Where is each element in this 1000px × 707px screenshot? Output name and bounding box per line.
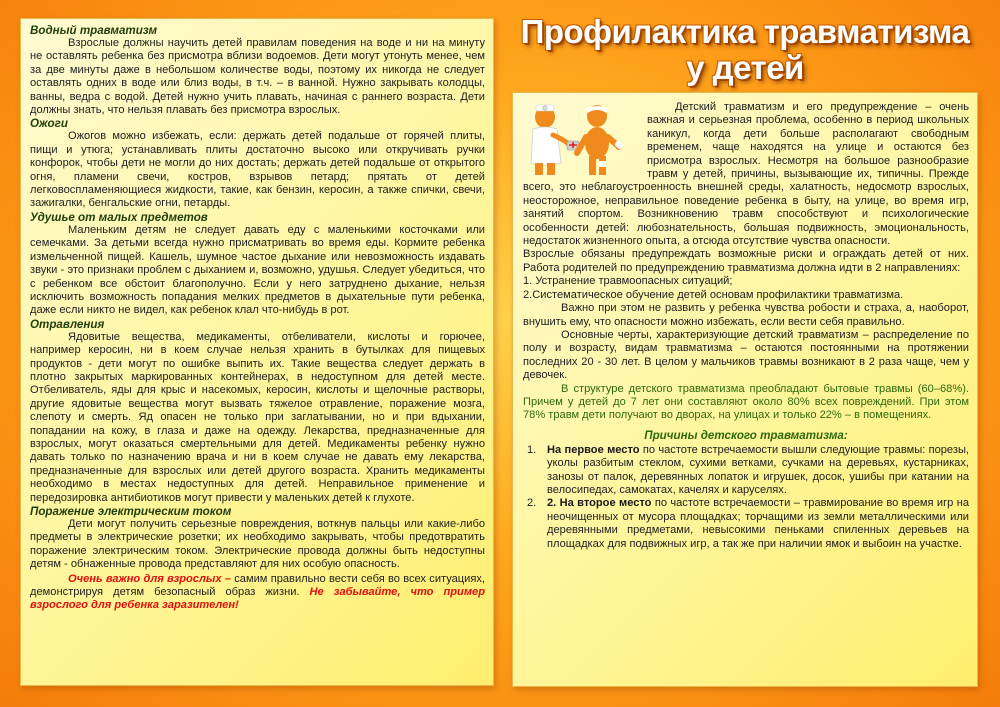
cause-text <box>547 444 969 498</box>
stats-text: В структуре детского травматизма преобладают бытовые травмы (60–68%). Причем у детей до 7 лет они составляют около 80% всех повреждений. При этом 78% травм дети получают во дворах, на улицах и только 22% – в помещениях. <box>523 382 969 422</box>
poisoning-heading: Отравления <box>30 317 105 331</box>
cause-number: 1. <box>527 443 537 456</box>
poisoning-text: Ядовитые вещества, медикаменты, отбеливатели, кислоты и горючее, например керосин, ни в коем случае нельзя хранить в бутылках для пищевых продуктов - дети могут по ошибке выпить их. Такие вещества следует держать в плотно закрытых маркированных контейнерах, в недоступном для детей месте. Отбеливатель, яды для крыс и насекомых, керосин, кислоты и щелочные растворы, другие ядовитые вещества могут вызвать тяжелое отравление, поражение мозга, слепоту и смерть. Яд опасен не только при заглатывании, но и при вдыхании, попадании на кожу, в глаза и даже на одежду. Лекарства, предназначенные для взрослых, могут оказаться смертельными для детей. Медикаменты ребенку нужно давать только по назначению врача и ни в коем случае не давать ему лекарства, предназначенные для взрослых или детей другого возраста. Хранить медикаменты необходимо в местах недоступных для детей. Неправильное применение и передозировка антибиотиков могут привести у маленьких детей к глухоте. <box>30 330 485 504</box>
direction-1: 1. Устранение травмоопасных ситуаций; <box>523 275 733 288</box>
cause-text <box>547 497 969 551</box>
closing-important: Очень важно для взрослых – <box>68 572 231 585</box>
burns-text: Ожогов можно избежать, если: держать детей подальше от горячей плиты, пищи и утюга; устанавливать плиты достаточно высоко или откручивать ручки конфорок, чтобы дети не могли до них достать; держать детей подальше от открытого огня, пламени свечи, костров, взрывов петард; прятать от детей легковоспламеняющиеся жидкости, такие, как бензин, керосин, а также спички, свечи, зажигалки, бенгальские огни, петарды. <box>30 130 485 210</box>
closing-ending: Не забывайте, что пример взрослого для ребенка заразителен! <box>30 586 485 612</box>
causes-heading: Причины детского травматизма: <box>644 428 848 442</box>
intro-text: Детский травматизм и его предупреждение – очень важная и серьезная проблема, особенно в период школьных каникул, когда дети больше располагают свободным временем, чаще находятся на улице и остаются без присмотра взрослых. Несмотря на большое разнообразие травм у детей, причины, вызывающие их, типичны. Прежде всего, это неблагоустроенность внешней среды, халатность, недосмотр взрослых, неосторожное, неправильное поведение ребенка в быту, на улице, во время игр, занятий спортом. Возникновению травм способствуют и психологические особенности детей: любознательность, большая подвижность, эмоциональность, недостаток жизненного опыта, а отсюда отсутствие чувства опасности. <box>523 101 969 248</box>
water-text: Взрослые должны научить детей правилам поведения на воде и ни на минуту не оставлять ребенка без присмотра вблизи водоемов. Дети могут утонуть менее, чем за две минуты даже в небольшом количестве воды, поэтому их никогда не следует оставлять одних в воде или близ воды, в т.ч. – в ванной. Нужно закрывать колодцы, ванны, ведра с водой. Детей нужно учить плавать, начиная с раннего возраста. Дети должны знать, что нельзя плавать без присмотра взрослых. <box>30 37 485 117</box>
fear-text: Важно при этом не развить у ребенка чувства робости и страха, а, наоборот, внушить ему, что опасности можно избежать, если вести себя правильно. <box>523 302 969 328</box>
page-title <box>512 14 978 86</box>
title-line-2: у детей <box>686 49 804 86</box>
water-heading: Водный травматизм <box>30 24 158 37</box>
cause-lead: 2. На второе место <box>547 497 652 510</box>
cause-body: по частоте встречаемости – травмирование во время игр на неочищенных от мусора площадках; торчащими из земли металлическими или деревянными предметами, невысокими пеньками спиленных деревьев на площадках для подвижных игр, а так же при наличии ямок и выбоин на участке. <box>547 497 969 550</box>
choking-text: Маленьким детям не следует давать еду с маленькими косточками или семечками. За детьми всегда нужно присматривать во время еды. Кормите ребенка измельченной пищей. Кашель, шумное частое дыхание или невозможность издавать звуки - это признаки проблем с дыханием и, возможно, удушья. Следует убедиться, что с ребенком все обстоит благополучно. Если у него затруднено дыхание, нельзя исключить возможность попадания мелких предметов в дыхательные пути ребенка, даже если никто не видел, как ребенок клал что-нибудь в рот. <box>30 223 485 317</box>
closing-paragraph <box>30 573 485 613</box>
closing-middle: самим правильно вести себя во всех ситуациях, демонстрируя детям безопасный образ жизни. <box>30 572 485 599</box>
burns-heading: Ожоги <box>30 117 68 131</box>
cause-lead: На первое место <box>547 443 640 456</box>
left-panel <box>20 18 494 686</box>
cause-number: 2. <box>527 497 537 510</box>
title-line-1: Профилактика травматизма <box>520 13 970 50</box>
right-panel <box>512 92 978 687</box>
duty-text: Взрослые обязаны предупреждать возможные риски и ограждать детей от них. Работа родителей по предупреждению травматизма должна идти в 2 направлениях: <box>523 248 969 274</box>
electric-heading: Поражение электрическим током <box>30 505 232 518</box>
choking-heading: Удушье от малых предметов <box>30 210 208 224</box>
features-text: Основные черты, характеризующие детский травматизм – распределение по полу и возрасту, видам травматизма – остаются постоянными на протяжении последних 20 - 30 лет. В целом у мальчиков травмы возникают в 2 раза чаще, чем у девочек. <box>523 328 969 382</box>
cause-item-2 <box>523 497 969 551</box>
doctor-treating-child-icon <box>523 101 641 179</box>
cause-body: по частоте встречаемости вышли следующие травмы: порезы, уколы разбитым стеклом, сухими ветками, сучками на деревьях, кустарниках, занозы от палок, деревянных лопаток и игрушек, досок, ушибы при катании на велосипедах, самокатах, качелях и каруселях. <box>547 443 969 496</box>
electric-text: Дети могут получить серьезные повреждения, воткнув пальцы или какие-либо предметы в электрические розетки; их необходимо закрывать, чтобы предотвратить поражение электрическим током. Электрические провода должны быть недоступны детям - обнаженные провода представляют для них особую опасность. <box>30 518 485 571</box>
cause-item-1 <box>523 444 969 498</box>
direction-2: 2.Систематическое обучение детей основам профилактики травматизма. <box>523 288 904 301</box>
